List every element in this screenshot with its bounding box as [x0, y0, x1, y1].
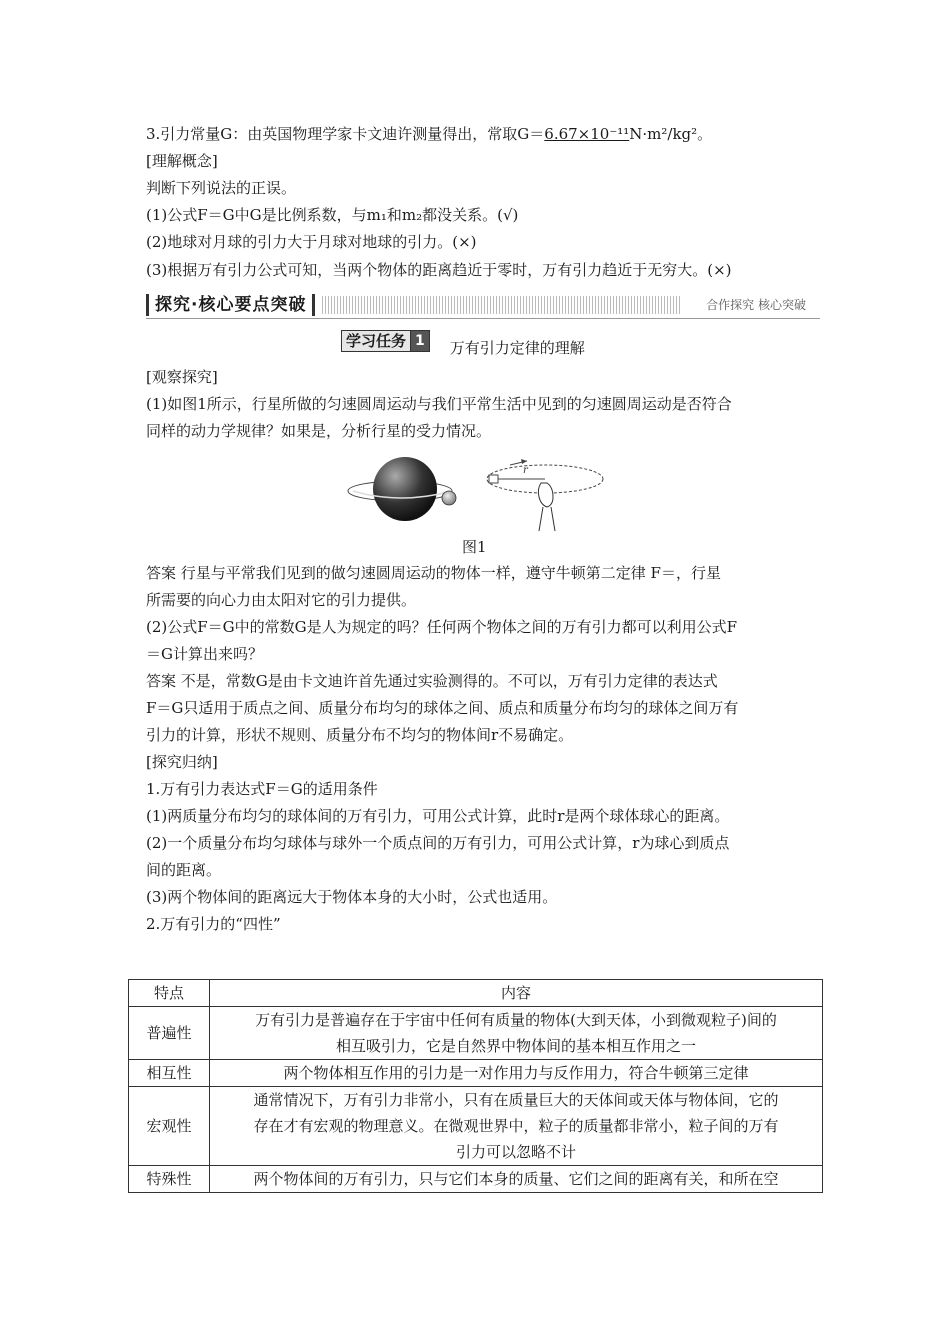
section-header — [146, 294, 820, 319]
section-subtitle: 合作探究 核心突破 — [706, 298, 806, 312]
g-unit: N·m²/kg²。 — [629, 125, 713, 143]
summary-point-1-item-2: (2)一个质量分布均匀球体与球外一个质点间的万有引力，可用公式计算，r为球心到质点 — [146, 834, 730, 852]
header-content: 内容 — [210, 980, 823, 1007]
content-line: 引力可以忽略不计 — [455, 1143, 576, 1161]
arm — [539, 507, 555, 531]
summary-point-1-title: 1.万有引力表达式F＝G的适用条件 — [146, 780, 378, 798]
answer-2-line-3: 引力的计算，形状不规则、质量分布不均匀的物体间r不易确定。 — [146, 726, 574, 744]
header-stripes — [322, 296, 680, 314]
answer-1-line-1: 答案 行星与平常我们见到的做匀速圆周运动的物体一样，遵守牛顿第二定律 F＝，行星 — [146, 564, 721, 582]
summary-point-1-item-3: (3)两个物体间的距离远大于物体本身的大小时，公式也适用。 — [146, 888, 558, 906]
header-feature: 特点 — [129, 980, 210, 1007]
judge-item-2: (2)地球对月球的引力大于月球对地球的引力。(×) — [146, 233, 477, 251]
question-2-line-1: (2)公式F＝G中的常数G是人为规定的吗？任何两个物体之间的万有引力都可以利用公式F — [146, 618, 738, 636]
question-1-line-2: 同样的动力学规律？如果是，分析行星的受力情况。 — [146, 422, 492, 440]
summary-point-1-item-2-cont: 间的距离。 — [146, 861, 222, 879]
answer-2-line-2: F＝G只适用于质点之间、质量分布均匀的球体之间、质点和质量分布均匀的球体之间万有 — [146, 699, 739, 717]
table-row — [129, 1166, 823, 1193]
content-line: 存在才有宏观的物理意义。在微观世界中，粒子的质量都非常小，粒子间的万有 — [253, 1117, 779, 1135]
judge-item-3: (3)根据万有引力公式可知，当两个物体的距离趋近于零时，万有引力趋近于无穷大。(×) — [146, 261, 732, 279]
judge-instruction: 判断下列说法的正误。 — [146, 179, 297, 197]
row-feature: 特殊性 — [129, 1166, 210, 1193]
g-value: 6.67×10⁻¹¹ — [544, 125, 630, 143]
answer-2-line-1: 答案 不是，常数G是由卡文迪许首先通过实验测得的。不可以，万有引力定律的表达式 — [146, 672, 718, 690]
table-row — [129, 1087, 823, 1166]
section-title: 探究·核心要点突破 — [146, 294, 315, 316]
content-line: 万有引力是普遍存在于宇宙中任何有质量的物体(大到天体，小到微观粒子)间的 — [255, 1011, 777, 1029]
figure-caption: 图1 — [462, 538, 487, 556]
question-1-line-1: (1)如图1所示，行星所做的匀速圆周运动与我们平常生活中见到的匀速圆周运动是否符合 — [146, 395, 732, 413]
row-feature: 普遍性 — [129, 1007, 210, 1060]
table-row — [129, 1007, 823, 1060]
summary-heading: [探究归纳] — [146, 753, 218, 771]
hand — [538, 483, 553, 507]
summary-point-1-item-1: (1)两质量分布均匀的球体间的万有引力，可用公式计算，此时r是两个球体球心的距离。 — [146, 807, 730, 825]
velocity-arrowhead — [521, 459, 527, 464]
radius-label: r — [523, 465, 528, 476]
row-content — [210, 1007, 823, 1060]
figure-1-planet-orbit — [345, 453, 605, 533]
four-properties-table — [128, 979, 823, 1193]
content-line: 两个物体间的万有引力，只与它们本身的质量、它们之间的距离有关，和所在空 — [253, 1170, 779, 1188]
content-line: 两个物体相互作用的引力是一对作用力与反作用力，符合牛顿第三定律 — [283, 1064, 749, 1082]
row-feature: 相互性 — [129, 1060, 210, 1087]
task-badge-number: 1 — [411, 330, 430, 352]
content-line: 通常情况下，万有引力非常小，只有在质量巨大的天体间或天体与物体间，它的 — [253, 1091, 779, 1109]
task-badge-label: 学习任务 — [341, 330, 411, 352]
understand-heading: [理解概念] — [146, 152, 218, 170]
question-2-line-2: ＝G计算出来吗？ — [146, 645, 263, 663]
planet — [442, 491, 456, 505]
content-line: 相互吸引力，它是自然界中物体间的基本相互作用之一 — [335, 1037, 696, 1055]
row-content — [210, 1166, 823, 1193]
g-line-prefix: 3.引力常量G：由英国物理学家卡文迪许测量得出，常取G＝ — [146, 125, 545, 143]
sun — [373, 457, 437, 521]
table-row — [129, 1060, 823, 1087]
task-badge — [341, 330, 585, 357]
table-header-row — [129, 980, 823, 1007]
gravitational-constant-line — [146, 123, 712, 145]
row-feature: 宏观性 — [129, 1087, 210, 1166]
summary-point-2-title: 2.万有引力的“四性” — [146, 915, 281, 933]
answer-1-line-2: 所需要的向心力由太阳对它的引力提供。 — [146, 591, 417, 609]
judge-item-1: (1)公式F＝G中G是比例系数，与m₁和m₂都没关系。(√) — [146, 206, 519, 224]
observe-heading: [观察探究] — [146, 368, 218, 386]
task-title: 万有引力定律的理解 — [449, 339, 585, 357]
row-content — [210, 1060, 823, 1087]
row-content — [210, 1087, 823, 1166]
swung-object — [489, 475, 498, 483]
